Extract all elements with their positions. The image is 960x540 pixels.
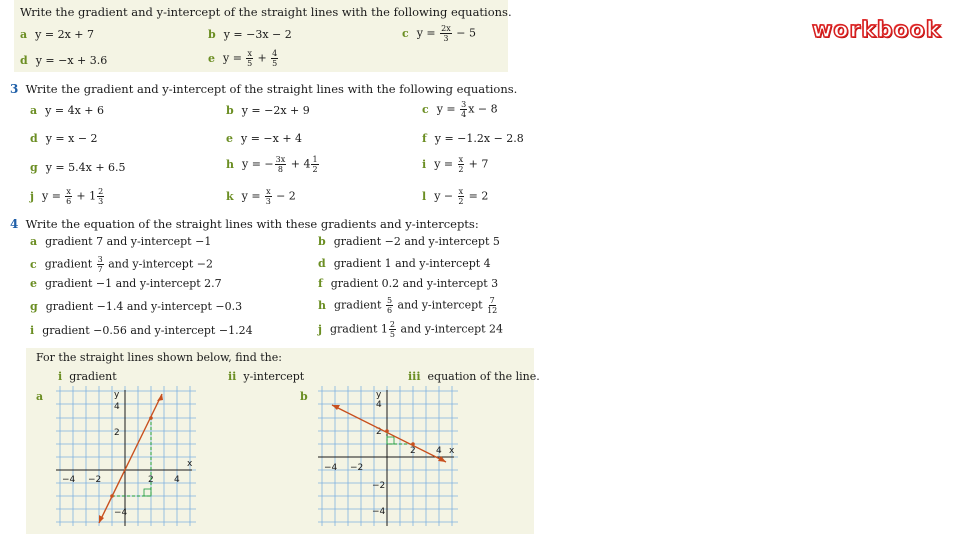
q3-item-h: h y = − $\frac{3x}{8}$ + 4 $\frac{1}{2}$: [226, 155, 318, 174]
graph-a-grid: [56, 386, 196, 526]
graph-b-ytick: −2: [372, 481, 386, 491]
q3-item-f: f y = −1.2x − 2.8: [422, 132, 524, 145]
q2-item-c: c y = $\frac{2x}{3}$ − 5: [402, 24, 476, 43]
graph-a-xtick: −4: [62, 475, 76, 485]
q3-item-c: c y = $\frac{3}{4}$ x − 8: [422, 100, 498, 119]
q3-title: 3 Write the gradient and y-intercept of the straight lines with the following equations.: [10, 82, 518, 96]
graph-b-ytick: 4: [376, 400, 382, 410]
graph-b: [318, 386, 458, 526]
q2-title: Write the gradient and y-intercept of the straight lines with the following equations.: [20, 5, 512, 19]
q5-part-ii: ii y-intercept: [228, 370, 305, 383]
q3-item-b: b y = −2x + 9: [226, 104, 310, 117]
workbook-logo: workbook: [812, 18, 942, 43]
q4-item-f: f gradient 0.2 and y-intercept 3: [318, 277, 499, 290]
graph-b-ytick: −4: [372, 507, 386, 517]
q3-item-a: a y = 4x + 6: [30, 104, 104, 117]
q4-item-e: e gradient −1 and y-intercept 2.7: [30, 277, 222, 290]
graph-a-y-label: y: [114, 390, 120, 400]
graph-a-xtick: 2: [148, 475, 154, 485]
graph-a-xtick: 4: [174, 475, 180, 485]
graph-b-y-label: y: [376, 390, 382, 400]
q4-item-h: h gradient $\frac{5}{6}$ and y-intercept $\frac{7}{12}$: [318, 296, 498, 315]
graph-a-line: [99, 394, 162, 523]
graph-b-xtick: −2: [350, 463, 364, 473]
graph-a-label: a: [36, 390, 44, 403]
graph-a: [56, 386, 196, 526]
graph-a-arrow-head: [157, 394, 163, 401]
q5-intro: For the straight lines shown below, find the:: [36, 351, 282, 364]
q4-item-c: c gradient $\frac{3}{7}$ and y-intercept −2: [30, 255, 213, 274]
q3-item-l: l y − $\frac{x}{2}$ = 2: [422, 187, 489, 206]
graph-b-line: [332, 405, 446, 462]
graph-a-point: [110, 494, 114, 498]
graph-a-ytick: 2: [114, 428, 120, 438]
q4-item-b: b gradient −2 and y-intercept 5: [318, 235, 500, 248]
graph-a-x-label: x: [187, 459, 193, 469]
graph-b-right-angle: [387, 437, 394, 444]
q3-item-i: i y = $\frac{x}{2}$ + 7: [422, 155, 489, 174]
q4-item-d: d gradient 1 and y-intercept 4: [318, 257, 491, 270]
graph-b-x-label: x: [449, 446, 455, 456]
graph-b-arrow-tail: [332, 405, 340, 410]
graph-a-right-angle: [144, 489, 151, 496]
q2-item-a: a y = 2x + 7: [20, 28, 94, 41]
graph-b-point: [411, 442, 415, 446]
graph-b-ytick: 2: [376, 427, 382, 437]
graph-b-xtick: 2: [410, 446, 416, 456]
q4-item-i: i gradient −0.56 and y-intercept −1.24: [30, 324, 253, 337]
q5-part-iii: iii equation of the line.: [408, 370, 540, 383]
graph-b-grid: [318, 386, 458, 526]
graph-b-label: b: [300, 390, 308, 403]
q4-item-g: g gradient −1.4 and y-intercept −0.3: [30, 300, 243, 313]
q4-item-a: a gradient 7 and y-intercept −1: [30, 235, 212, 248]
graph-b-point: [385, 429, 389, 433]
q4-title: 4 Write the equation of the straight lines with these gradients and y-intercepts:: [10, 217, 479, 231]
q3-item-g: g y = 5.4x + 6.5: [30, 161, 126, 174]
graph-a-point: [149, 416, 153, 420]
graph-b-xtick: 4: [436, 446, 442, 456]
q3-item-e: e y = −x + 4: [226, 132, 303, 145]
q3-item-j: j y = $\frac{x}{6}$ + 1 $\frac{2}{3}$: [30, 187, 104, 206]
q2-item-e: e y = $\frac{x}{5}$ + $\frac{4}{5}$: [208, 49, 278, 68]
graph-b-xtick: −4: [324, 463, 338, 473]
q3-item-k: k y = $\frac{x}{3}$ − 2: [226, 187, 296, 206]
graph-a-ytick: 4: [114, 402, 120, 412]
q3-item-d: d y = x − 2: [30, 132, 98, 145]
q2-item-d: d y = −x + 3.6: [20, 54, 108, 67]
q5-part-i: i gradient: [58, 370, 117, 383]
graph-a-xtick: −2: [88, 475, 102, 485]
q4-item-j: j gradient 1 $\frac{2}{5}$ and y-intercept 24: [318, 320, 504, 339]
graph-a-ytick: −4: [114, 508, 128, 518]
q2-item-b: b y = −3x − 2: [208, 28, 292, 41]
